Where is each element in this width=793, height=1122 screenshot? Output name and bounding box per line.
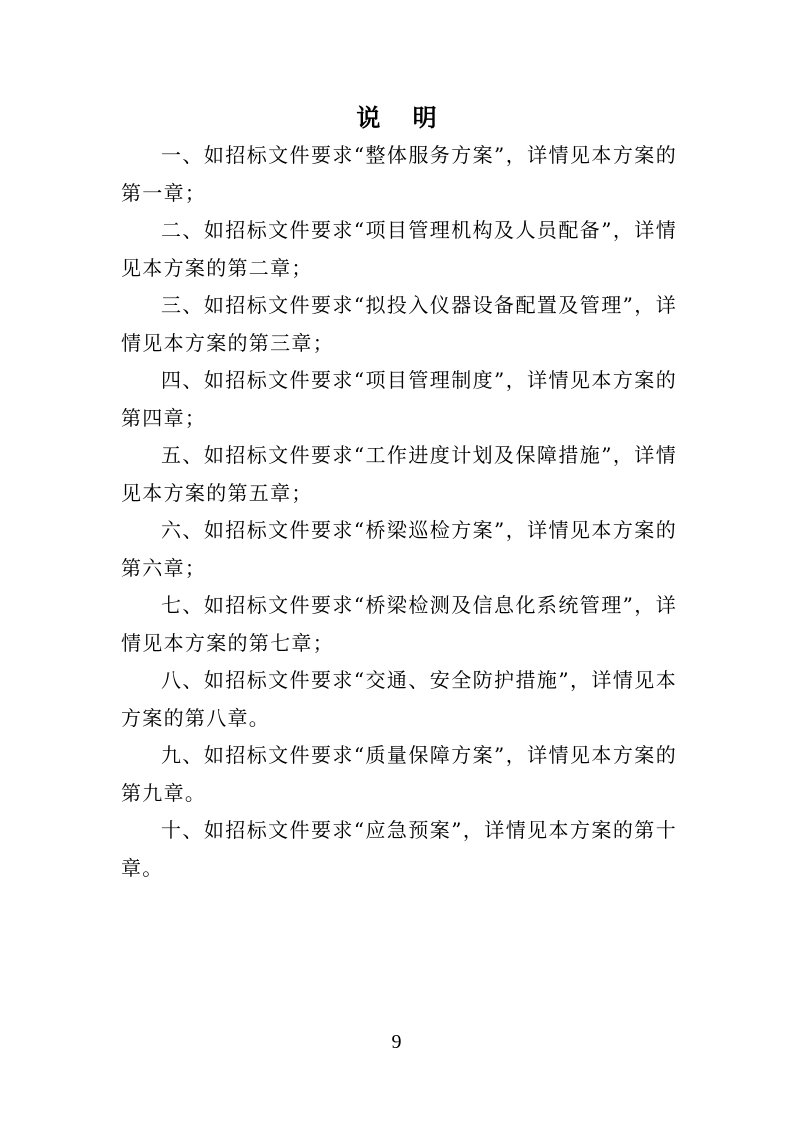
instruction-item-8: 八、如招标文件要求“交通、安全防护措施”，详情见本方案的第八章。 bbox=[121, 668, 677, 730]
page-title: 说 明 bbox=[356, 104, 449, 132]
instruction-item-5: 五、如招标文件要求“工作进度计划及保障措施”，详情见本方案的第五章； bbox=[121, 443, 677, 505]
instruction-item-9: 九、如招标文件要求“质量保障方案”，详情见本方案的第九章。 bbox=[121, 743, 677, 805]
instruction-item-3: 三、如招标文件要求“拟投入仪器设备配置及管理”，详情见本方案的第三章； bbox=[121, 293, 677, 355]
instruction-list bbox=[121, 137, 677, 887]
instruction-item-6: 六、如招标文件要求“桥梁巡检方案”，详情见本方案的第六章； bbox=[121, 518, 677, 580]
instruction-item-2: 二、如招标文件要求“项目管理机构及人员配备”，详情见本方案的第二章； bbox=[121, 218, 677, 280]
instruction-item-1: 一、如招标文件要求“整体服务方案”，详情见本方案的第一章； bbox=[121, 143, 677, 205]
page-number: 9 bbox=[391, 1031, 402, 1053]
instruction-item-10: 十、如招标文件要求“应急预案”，详情见本方案的第十章。 bbox=[121, 818, 677, 880]
instruction-item-4: 四、如招标文件要求“项目管理制度”，详情见本方案的第四章； bbox=[121, 368, 677, 430]
instruction-item-7: 七、如招标文件要求“桥梁检测及信息化系统管理”，详情见本方案的第七章； bbox=[121, 593, 677, 655]
